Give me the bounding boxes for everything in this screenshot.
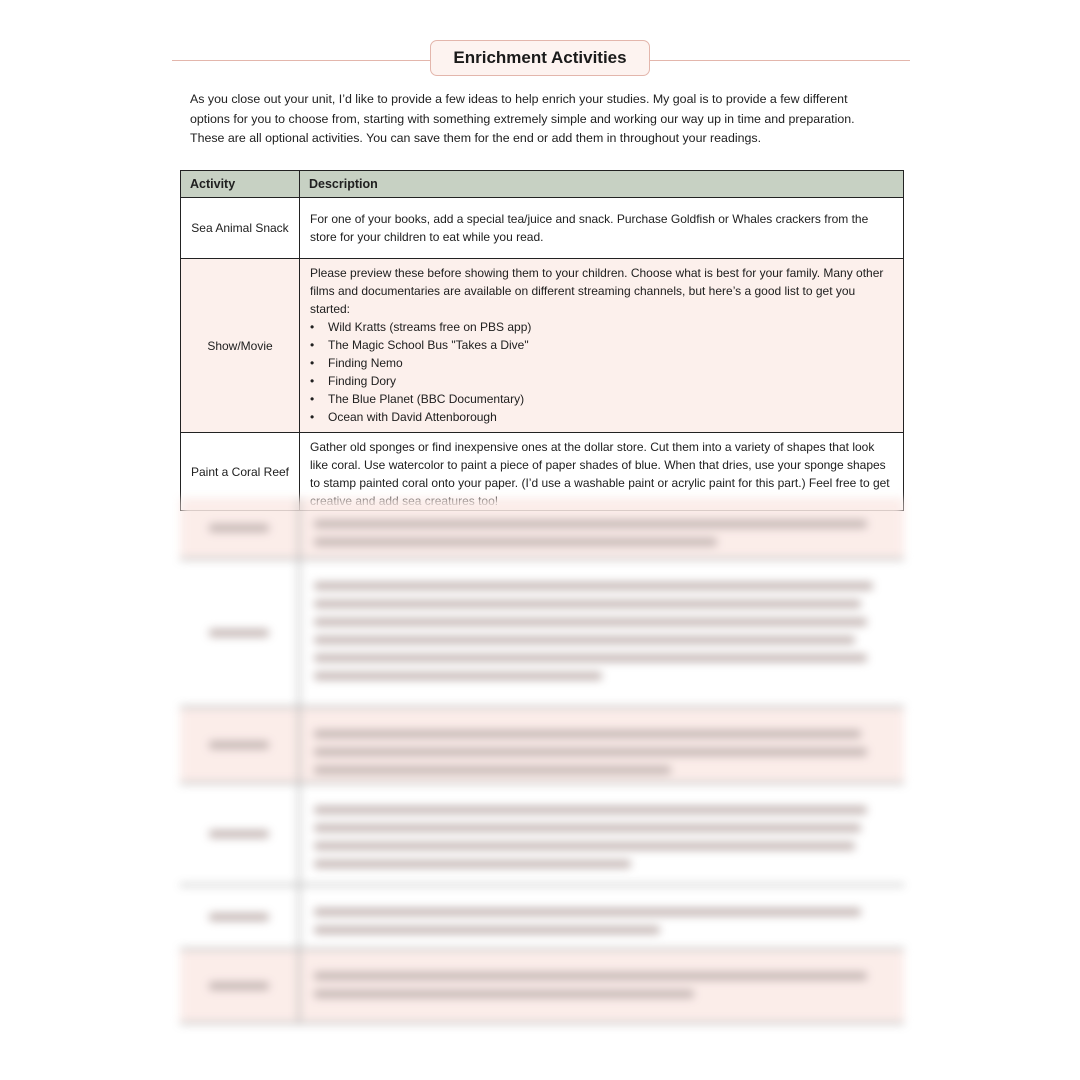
list-item: • Wild Kratts (streams free on PBS app) xyxy=(310,318,894,336)
blurred-row xyxy=(180,560,904,708)
intro-paragraph: As you close out your unit, I’d like to provide a few ideas to help enrich your studies. My goal is to provide a few different options for you to choose from, starting with something extremely simple and working our way up in time and preparation. These are all optional activities. You can save them for the end or add them in throughout your readings. xyxy=(190,92,855,145)
blurred-row xyxy=(180,784,904,886)
blurred-row xyxy=(180,498,904,560)
column-header-description: Description xyxy=(300,171,904,198)
activity-cell: Show/Movie xyxy=(181,259,300,433)
movie-list xyxy=(310,318,894,426)
list-item: • The Magic School Bus "Takes a Dive" xyxy=(310,336,894,354)
table-header-row xyxy=(181,171,904,198)
description-text: Please preview these before showing them to your children. Choose what is best for your family. Many other films and documentaries are available on different streaming channels, but here’s a good list to get you started: xyxy=(310,266,884,316)
description-cell: For one of your books, add a special tea/juice and snack. Purchase Goldfish or Whales crackers from the store for your children to eat while you read. xyxy=(300,198,904,259)
table-row xyxy=(181,198,904,259)
list-item: • Finding Nemo xyxy=(310,354,894,372)
blurred-row xyxy=(180,950,904,1024)
blurred-row xyxy=(180,886,904,950)
activity-cell: Sea Animal Snack xyxy=(181,198,300,259)
description-text: Gather old sponges or find inexpensive ones at the dollar store. Cut them into a variety of shapes that look like coral. Use watercolor to paint a piece of paper shades of blue. When that dries, use your sponge shapes to stamp painted coral onto your paper. (I’d use a washable paint or acrylic paint for this part.) Feel free to get xyxy=(310,440,890,490)
description-cell xyxy=(300,259,904,433)
page-footer xyxy=(680,1024,683,1034)
list-item: • The Blue Planet (BBC Documentary) xyxy=(310,390,894,408)
list-item: • Ocean with David Attenborough xyxy=(310,408,894,426)
page-title: Enrichment Activities xyxy=(430,40,650,76)
title-rule-left xyxy=(172,60,430,61)
table-row xyxy=(181,259,904,433)
list-item: • Finding Dory xyxy=(310,372,894,390)
title-rule-right xyxy=(650,60,910,61)
activity-cell: Paint a Coral Reef xyxy=(181,433,300,511)
blurred-preview-rows xyxy=(180,498,904,1020)
activities-table xyxy=(180,170,904,511)
column-header-activity: Activity xyxy=(181,171,300,198)
blurred-row xyxy=(180,708,904,784)
